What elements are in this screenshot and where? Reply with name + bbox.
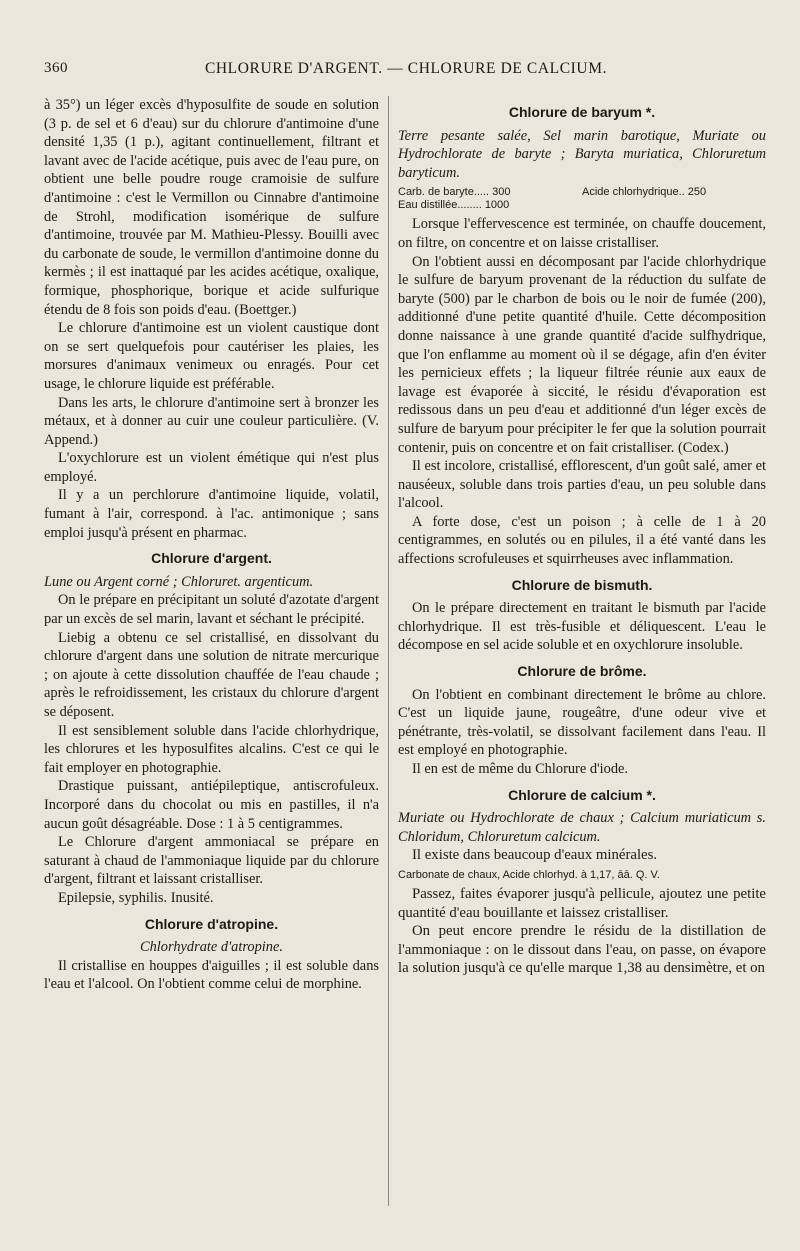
section-heading: Chlorure d'atropine. [144, 915, 279, 932]
paragraph: Il est incolore, cristallisé, efflorescent, d'un goût salé, amer et nauséeux, soluble dans trois parties d'eau, un peu soluble dans l'alcool. [398, 458, 766, 512]
paragraph: à 35°) un léger excès d'hyposulfite de soude en solution (3 p. de sel et 6 d'eau) sur du chlorure d'antimoine d'une densité 1,35 (1 p.), agitant continuellement, filtrant et lavant avec de l'acide acétique, puis avec de l'eau pure, on obtient une belle poudre rouge cramoisie de sulfure d'antimoine : c'est le Vermillon ou Cinnabre d'antimoine de Strohl, modification isomérique de sulfure d'antimoine, trouvée par M. Mathieu-Plessy. Bouilli avec du carbonate de soude, le vermillon d'antimoine donne du kermès ; il est inattaqué par les acides acétique, oxalique, formique, phosphorique, borique et acide sulfurique étendu de 8 fois son poids d'eau. (Boettger.) [44, 97, 379, 318]
paragraph: On l'obtient en combinant directement le brôme au chlore. C'est un liquide jaune, rougeâtre, d'une odeur vive et pénétrante, très-volatil, se dissolvant facilement dans l'eau. Il est employé en photographie. [398, 686, 766, 759]
paragraph: Il en est de même du Chlorure d'iode. [412, 761, 628, 777]
paragraph: Lorsque l'effervescence est terminée, on chauffe doucement, on filtre, on concentre et on laisse cristalliser. [398, 216, 766, 251]
formula-cell: Carb. de baryte..... 300 [398, 186, 511, 199]
running-header [44, 60, 768, 86]
paragraph: Il est sensiblement soluble dans l'acide chlorhydrique, les chlorures et les hyposulfites alcalins. C'est ce qui le fait employer en photographie. [44, 722, 379, 776]
section-heading: Chlorure de brôme. [517, 663, 647, 680]
page-number: 360 [44, 60, 68, 76]
right-column [398, 96, 766, 978]
synonyms-line: Muriate ou Hydrochlorate de chaux ; Calcium muriaticum s. Chloridum, Chloruretum calcicum. [398, 810, 766, 845]
paragraph: A forte dose, c'est un poison ; à celle de 1 à 20 centigrammes, en solutés ou en pilules, il a été vanté dans les affections scrofuleuses et squirrheuses avec inflammation. [398, 513, 766, 568]
section-heading: Chlorure de baryum *. [508, 104, 656, 120]
paragraph: Epilepsie, syphilis. Inusité. [58, 889, 214, 906]
formula-cell: Acide chlorhydrique.. 250 [582, 186, 707, 199]
paragraph: Il existe dans beaucoup d'eaux minérales. [412, 847, 658, 864]
formula-row [398, 199, 766, 212]
synonyms-line: Terre pesante salée, Sel marin barotique, Muriate ou Hydrochlorate de baryte ; Baryta muriatica, Chloruretum baryticum. [398, 127, 766, 181]
paragraph: On peut encore prendre le résidu de la distillation de l'ammoniaque : on le dissout dans l'eau, on passe, on évapore la solution jusqu'à ce qu'elle marque 1,38 au densimètre, et on [398, 923, 766, 977]
paragraph: Il y a un perchlorure d'antimoine liquide, volatil, fumant à l'air, correspond. à l'ac. antimonique ; sans emploi jusqu'à présent en pharmac. [44, 487, 379, 541]
formula-cell: Eau distillée........ 1000 [398, 199, 510, 212]
paragraph: On le prépare en précipitant un soluté d'azotate d'argent par un excès de sel marin, lavant et séchant le précipité. [44, 592, 379, 628]
paragraph: L'oxychlorure est un violent émétique qui n'est plus employé. [44, 450, 379, 485]
formula-cell [582, 199, 766, 212]
paragraph: On le prépare directement en traitant le bismuth par l'acide chlorhydrique. Il est très-fusible et déliquescent. L'eau le décompose en sel acide soluble et en oxychlorure insoluble. [398, 600, 766, 654]
synonyms-line: Chlorhydrate d'atropine. [140, 939, 283, 956]
paragraph: Dans les arts, le chlorure d'antimoine sert à bronzer les métaux, et à donner au cuir une couleur particulière. (V. Append.) [44, 394, 379, 448]
formula-row [398, 869, 766, 882]
formula-table [398, 186, 766, 212]
paragraph: Il cristallise en houppes d'aiguilles ; il est soluble dans l'eau et l'alcool. On l'obtient comme celui de morphine. [44, 957, 379, 993]
section-heading: Chlorure de bismuth. [511, 576, 653, 593]
section-heading: Chlorure d'argent. [151, 550, 272, 567]
paragraph: Liebig a obtenu ce sel cristallisé, en dissolvant du chlorure d'argent dans une solution de nitrate mercurique ; on ajoute à cette dissolution chauffée de l'eau chaude ; après le refroidissement, les cristaux du chlorure d'argent se déposent. [44, 629, 379, 720]
synonyms-line: Lune ou Argent corné ; Chloruret. argenticum. [44, 573, 314, 590]
paragraph: Le Chlorure d'argent ammoniacal se prépare en saturant à chaud de l'ammoniaque liquide par du chlorure d'argent, filtrant et laissant cristalliser. [44, 834, 379, 888]
left-column [44, 96, 379, 994]
section-heading: Chlorure de calcium *. [508, 786, 656, 803]
paragraph: Le chlorure d'antimoine est un violent caustique dont on se sert quelquefois pour cautériser les plaies, les morsures d'animaux venimeux ou enragés. Pour cet usage, le chlorure liquide est préférable. [44, 320, 379, 392]
running-title: CHLORURE D'ARGENT. — CHLORURE DE CALCIUM. [204, 60, 608, 77]
paragraph: On l'obtient aussi en décomposant par l'acide chlorhydrique le sulfure de baryum provenant de la réduction du sulfate de baryte (500) par le charbon de bois ou le noir de fumée (200), additionné d'une petite quantité d'huile. Cette décomposition donne naissance à une grande quantité d'acide sulfhydrique, que l'on enflamme au moment où il se dégage, afin d'en éviter les pernicieux effets ; la liqueur filtrée réunie aux eaux de lavage est évaporée à siccité, le résidu d'évaporation est redissous dans un peu d'eau et additionné d'un léger excès de sulfure de baryum pour précipiter le fer que la solution pourrait contenir, puis on concentre et on fait cristalliser. (Codex.) [398, 253, 766, 456]
paragraph: Drastique puissant, antiépileptique, antiscrofuleux. Incorporé dans du chocolat ou mis en pastilles, il n'a aucun goût désagréable. Dose : 1 à 5 centigrammes. [44, 778, 379, 832]
formula-cell: Carbonate de chaux, Acide chlorhyd. à 1,17, āā. Q. V. [398, 868, 660, 881]
column-divider [388, 96, 389, 1206]
formula-table [398, 869, 766, 882]
paragraph: Passez, faites évaporer jusqu'à pellicule, ajoutez une petite quantité d'eau bouillante et laissez cristalliser. [398, 885, 766, 921]
formula-row [398, 186, 766, 199]
